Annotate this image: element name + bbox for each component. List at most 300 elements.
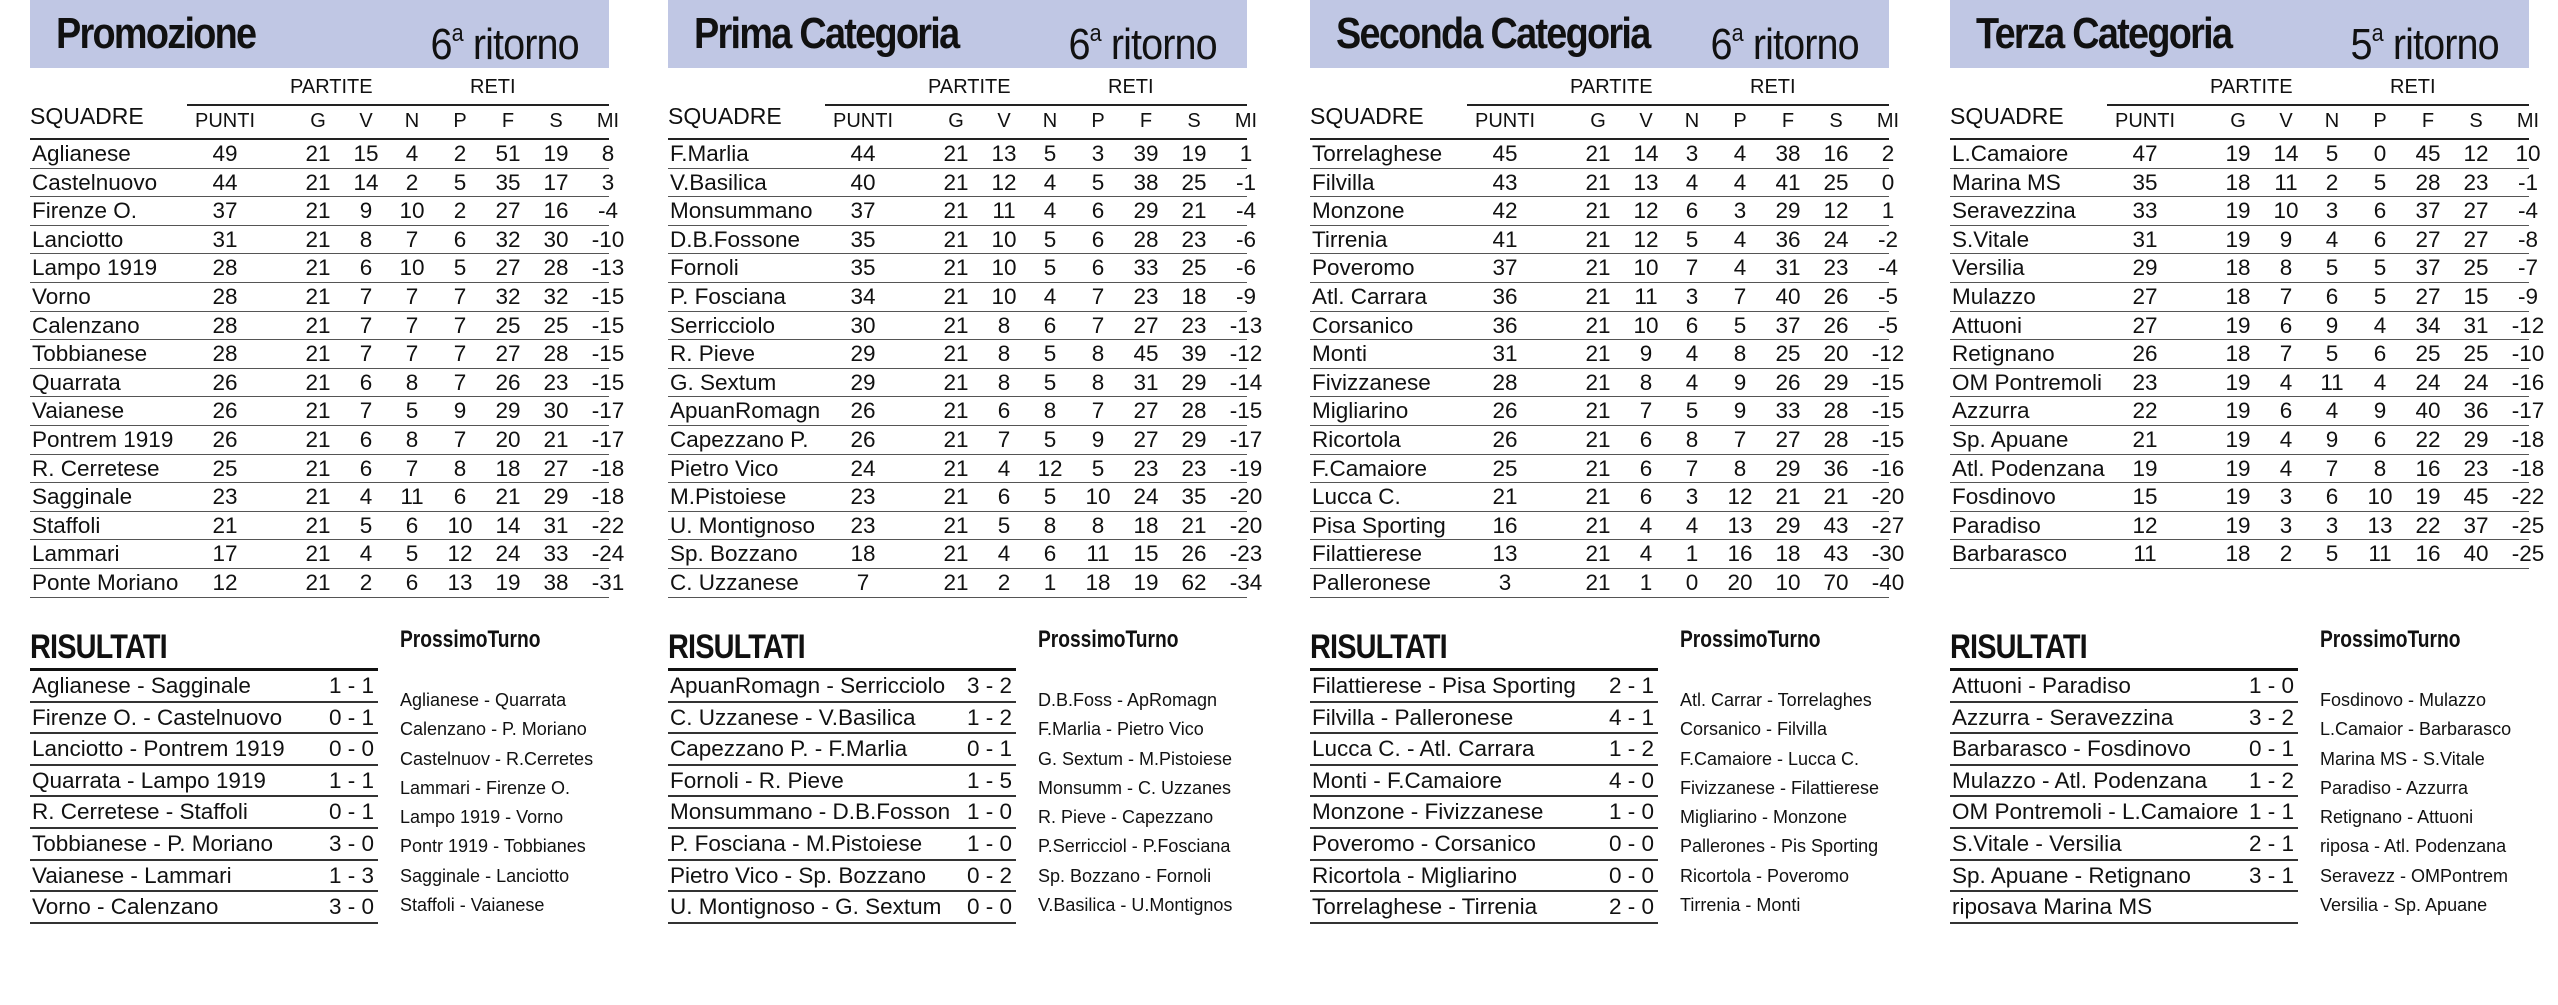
match-teams: Monti - F.Camaiore [1312,767,1503,793]
match-teams: Firenze O. - Castelnuovo [32,704,283,730]
stat-punti: 15 [2132,484,2158,510]
stat-f: 33 [1775,398,1801,424]
stat-f: 27 [1133,312,1159,338]
stat-v: 2 [2279,541,2293,567]
squadre-label: SQUADRE [30,103,144,129]
stat-s: 31 [2463,312,2489,338]
stat-n: 4 [1685,512,1699,538]
stat-f: 18 [1133,512,1159,538]
stat-p: 10 [2367,484,2393,510]
stat-g: 21 [305,198,331,224]
table-row [1950,340,2545,369]
match-teams: R. Cerretese - Staffoli [32,799,248,825]
stat-s: 25 [2463,255,2489,281]
stat-p: 6 [1091,255,1105,281]
stat-n: 12 [1037,455,1063,481]
team-name: Palleronese [1312,569,1431,595]
stat-p: 8 [1733,341,1747,367]
stat-punti: 11 [2133,541,2157,567]
column-header-n: N [1042,110,1058,132]
result-row [668,734,1016,766]
stat-p: 5 [453,255,467,281]
stat-v: 7 [2279,341,2293,367]
result-row [1950,797,2298,829]
team-name: Azzurra [1952,398,2030,424]
stat-n: 3 [2325,198,2339,224]
stat-s: 19 [543,141,569,166]
stat-s: 43 [1823,541,1849,567]
stat-punti: 28 [212,312,238,338]
stat-p: 7 [453,369,467,395]
table-row [668,197,1256,226]
table-row [668,426,1263,455]
fixture-item: Staffoli - Vaianese [400,895,545,916]
result-row [1310,892,1658,924]
stat-p: 5 [453,169,467,195]
table-row [30,540,625,569]
result-row [668,829,1016,861]
round-ordinal: a [1731,20,1743,47]
stat-n: 8 [1685,426,1699,452]
league-header [1310,0,1889,68]
stat-v: 9 [2279,226,2293,252]
match-score: 1 - 2 [966,704,1012,730]
table-row [1310,283,1898,312]
stat-f: 20 [495,426,521,452]
stat-v: 12 [991,169,1017,195]
match-score: 0 - 0 [1608,862,1654,888]
stat-mi: -15 [591,369,625,395]
stat-g: 21 [943,569,969,595]
stat-s: 26 [1823,312,1849,338]
match-score: 0 - 1 [328,799,374,825]
table-row [1310,397,1905,426]
result-row [30,703,378,735]
stat-n: 9 [2325,312,2339,338]
team-name: Monsummano [670,198,813,224]
stat-punti: 37 [212,198,238,224]
column-header-g: G [2230,110,2246,132]
stat-n: 2 [405,169,419,195]
stat-n: 5 [2325,141,2339,166]
stat-v: 1 [1639,569,1653,595]
stat-p: 3 [1733,198,1747,224]
stat-s: 31 [543,512,569,538]
stat-s: 28 [543,255,569,281]
stat-n: 7 [2325,455,2339,481]
table-row [668,340,1263,369]
table-row [1310,540,1905,569]
stat-n: 7 [405,312,419,338]
fixture-item: P.Serricciol - P.Fosciana [1038,836,1231,857]
match-teams: Fornoli - R. Pieve [670,767,844,793]
stat-n: 7 [405,341,419,367]
team-name: Lampo 1919 [32,255,158,281]
stat-p: 4 [1733,169,1747,195]
stat-v: 4 [359,541,373,567]
stat-mi: -25 [2511,541,2545,567]
stat-punti: 7 [856,569,870,595]
team-name: P. Fosciana [670,283,786,309]
fixture-item: Castelnuov - R.Cerretes [400,748,594,769]
table-row [1310,312,1898,341]
stat-n: 4 [1043,169,1057,195]
match-score: 2 - 1 [1608,673,1654,698]
table-row [30,512,625,541]
result-row [30,734,378,766]
stat-v: 3 [2279,484,2293,510]
round-space [1101,20,1111,69]
match-teams: ApuanRomagn - Serricciolo [670,673,946,698]
stat-punti: 23 [850,512,876,538]
squadre-label: SQUADRE [668,103,782,129]
result-row [30,766,378,798]
stat-v: 6 [359,455,373,481]
stat-mi: -13 [591,255,625,281]
stat-g: 21 [1585,341,1611,367]
table-row [1310,569,1905,598]
stat-g: 21 [305,226,331,252]
table-row [1310,512,1905,541]
next-round-list [1038,686,1232,920]
stat-v: 6 [2279,398,2293,424]
stat-g: 21 [943,455,969,481]
stat-p: 5 [2373,169,2387,195]
stat-punti: 21 [212,512,238,538]
team-name: Retignano [1952,341,2055,367]
stat-p: 2 [453,198,467,224]
result-row [668,861,1016,893]
stat-g: 21 [305,569,331,595]
stat-v: 10 [991,283,1017,309]
stat-mi: -15 [1871,369,1905,395]
stat-v: 10 [1633,255,1659,281]
stat-f: 15 [1133,541,1159,567]
team-name: Versilia [1952,255,2025,281]
stat-n: 3 [1685,484,1699,510]
stat-mi: -8 [2517,226,2538,252]
team-name: Pontrem 1919 [32,426,174,452]
stat-g: 21 [305,512,331,538]
round-space [2383,20,2393,69]
result-row [30,892,378,924]
stat-s: 23 [1823,255,1849,281]
stat-f: 26 [495,369,521,395]
stat-p: 6 [2373,341,2387,367]
stat-f: 27 [495,198,521,224]
team-name: Fornoli [670,255,739,281]
table-row [668,312,1263,341]
stat-punti: 26 [850,398,876,424]
stat-f: 27 [495,341,521,367]
stat-n: 4 [2325,398,2339,424]
table-row [30,426,625,455]
stat-punti: 24 [850,455,876,481]
column-header-mi: MI [1876,110,1900,132]
stat-mi: -15 [1871,426,1905,452]
stat-f: 39 [1133,141,1159,166]
stat-v: 9 [1639,341,1653,367]
stat-p: 16 [1727,541,1753,567]
team-name: Attuoni [1952,312,2023,338]
stat-f: 27 [495,255,521,281]
stat-n: 5 [2325,541,2339,567]
stat-p: 6 [2373,226,2387,252]
table-row [30,254,625,283]
fixture-item: Atl. Carrar - Torrelaghes [1680,690,1872,710]
match-score: 0 - 1 [2248,736,2294,762]
stat-s: 21 [543,426,569,452]
round-label [431,4,579,75]
stat-v: 12 [1633,226,1659,252]
stat-mi: -23 [1229,541,1263,567]
stat-f: 25 [1775,341,1801,367]
stat-v: 8 [997,312,1011,338]
stat-s: 24 [2463,369,2489,395]
stat-mi: -25 [2511,512,2545,538]
round-word: ritorno [473,20,579,69]
stat-p: 9 [453,398,467,424]
stat-s: 25 [543,312,569,338]
stat-g: 21 [1585,198,1611,224]
stat-s: 32 [543,283,569,309]
stat-g: 19 [2225,426,2251,452]
round-label [1069,4,1217,75]
stat-n: 8 [1043,398,1057,424]
match-teams: Lanciotto - Pontrem 1919 [32,736,285,762]
stat-f: 27 [2415,283,2441,309]
stat-p: 6 [453,484,467,510]
stat-n: 4 [1043,198,1057,224]
stat-s: 27 [543,455,569,481]
stat-p: 8 [1091,369,1105,395]
stat-g: 21 [943,484,969,510]
stat-f: 31 [1133,369,1159,395]
stat-g: 21 [305,283,331,309]
match-teams: Monsummano - D.B.Fosson [670,799,951,825]
stat-n: 5 [1043,341,1057,367]
table-row [1950,397,2545,426]
partite-group-label: PARTITE [1570,76,1653,98]
stat-mi: -2 [1877,226,1898,252]
fixture-item: R. Pieve - Capezzano [1038,807,1214,828]
match-teams: OM Pontremoli - L.Camaiore [1952,799,2239,825]
stat-g: 21 [943,426,969,452]
stat-mi: -18 [2511,426,2545,452]
team-name: OM Pontremoli [1952,369,2103,395]
stat-n: 0 [1685,569,1699,595]
standings-table [1950,138,2545,569]
stat-punti: 45 [1492,141,1518,166]
stat-v: 14 [353,169,379,195]
stat-g: 19 [2225,455,2251,481]
stat-punti: 30 [850,312,876,338]
stat-mi: -17 [1229,426,1263,452]
stat-g: 21 [943,141,969,166]
stat-p: 6 [453,226,467,252]
table-row [30,140,615,169]
column-header-f: F [1139,110,1153,132]
stat-mi: 8 [601,141,615,166]
stat-mi: -34 [1229,569,1263,595]
stat-g: 21 [943,169,969,195]
stat-g: 21 [943,255,969,281]
stat-punti: 25 [212,455,238,481]
stat-v: 8 [997,369,1011,395]
stat-p: 9 [1733,369,1747,395]
stat-f: 37 [2415,255,2441,281]
table-row [1950,140,2541,169]
stat-p: 4 [2373,369,2387,395]
stat-s: 23 [2463,169,2489,195]
stat-f: 22 [2415,426,2441,452]
team-name: Sp. Bozzano [670,541,798,567]
stat-f: 37 [2415,198,2441,224]
stat-v: 7 [2279,283,2293,309]
stat-v: 6 [1639,426,1653,452]
stat-n: 4 [1685,169,1699,195]
fixture-item: Monsumm - C. Uzzanes [1038,777,1232,798]
column-header-f: F [2421,110,2435,132]
results-list [1950,668,2298,924]
stat-p: 4 [1733,226,1747,252]
team-name: Atl. Podenzana [1952,455,2105,481]
table-row [668,369,1263,398]
stat-v: 5 [359,512,373,538]
stat-mi: -20 [1229,484,1263,510]
stat-punti: 26 [212,426,238,452]
fixture-item: Corsanico - Filvilla [1680,719,1828,740]
stat-p: 0 [2373,141,2387,166]
table-row [1950,197,2538,226]
group-divider [825,104,1247,106]
stat-punti: 36 [1492,283,1518,309]
stat-n: 5 [1685,226,1699,252]
team-name: Barbarasco [1952,541,2068,567]
stat-mi: -24 [591,541,625,567]
team-name: Monti [1312,341,1368,367]
stat-v: 10 [991,226,1017,252]
stat-n: 5 [1043,484,1057,510]
league-title: Promozione [56,9,256,58]
stat-n: 7 [1685,455,1699,481]
fixture-item: Marina MS - S.Vitale [2320,748,2485,769]
stat-mi: -18 [591,484,625,510]
stat-p: 7 [1091,283,1105,309]
stat-v: 8 [997,341,1011,367]
stat-p: 5 [1733,312,1747,338]
fixture-item: Sp. Bozzano - Fornoli [1038,865,1212,886]
results-list [30,668,378,924]
team-name: Paradiso [1952,512,2041,538]
stat-punti: 37 [850,198,876,224]
results-list [1310,668,1658,924]
stat-p: 11 [2368,541,2392,567]
team-name: F.Camaiore [1312,455,1428,481]
stat-v: 13 [991,141,1017,166]
league-panel [1950,0,2545,920]
stat-v: 4 [359,484,373,510]
table-row [1310,369,1905,398]
group-divider [1467,104,1889,106]
stat-n: 2 [2325,169,2339,195]
stat-v: 4 [997,455,1011,481]
league-title: Terza Categoria [1976,9,2232,58]
stat-n: 7 [405,455,419,481]
table-row [30,283,625,312]
stat-punti: 47 [2132,141,2158,166]
stat-n: 3 [1685,283,1699,309]
stat-p: 13 [447,569,473,595]
stat-v: 4 [1639,541,1653,567]
fixture-item: V.Basilica - U.Montignos [1038,895,1233,916]
stat-v: 6 [359,426,373,452]
stat-s: 33 [543,541,569,567]
stat-mi: 3 [601,169,615,195]
fixture-item: Pontr 1919 - Tobbianes [400,836,586,857]
round-space [463,20,473,69]
league-panel [1310,0,1905,920]
stat-v: 9 [359,198,373,224]
table-row [30,569,625,598]
result-row [1310,829,1658,861]
stat-mi: -15 [1871,398,1905,424]
stat-mi: -20 [1871,484,1905,510]
table-row [668,226,1256,255]
risultati-heading: RISULTATI [30,628,167,666]
result-row [1310,671,1658,703]
stat-n: 6 [1685,198,1699,224]
stat-f: 29 [1775,512,1801,538]
stat-f: 27 [1775,426,1801,452]
stat-mi: -4 [1235,198,1256,224]
team-name: Vorno [32,283,91,309]
table-row [668,140,1253,169]
stat-p: 4 [1733,141,1747,166]
team-name: F.Marlia [670,141,749,166]
stat-g: 21 [943,541,969,567]
stat-mi: -1 [2517,169,2538,195]
stat-g: 19 [2225,484,2251,510]
prossimo-turno-heading: ProssimoTurno [1038,626,1179,653]
team-name: Aglianese [32,141,131,166]
stat-v: 7 [359,341,373,367]
stat-mi: -16 [1871,455,1905,481]
match-teams: Torrelaghese - Tirrenia [1312,894,1538,920]
match-score: 0 - 1 [328,704,374,730]
stat-g: 21 [943,341,969,367]
team-name: Capezzano P. [670,426,809,452]
stat-n: 5 [1043,426,1057,452]
stat-g: 19 [2225,312,2251,338]
match-score: 0 - 0 [328,736,374,762]
stat-n: 9 [2325,426,2339,452]
stat-s: 62 [1181,569,1207,595]
column-header-punti: PUNTI [2115,110,2175,132]
fixture-item: F.Camaiore - Lucca C. [1680,748,1860,769]
stat-g: 21 [943,312,969,338]
stat-punti: 33 [2132,198,2158,224]
prossimo-turno-heading: ProssimoTurno [2320,626,2461,653]
result-row [1950,861,2298,893]
stat-g: 21 [1585,569,1611,595]
stat-n: 3 [2325,512,2339,538]
column-header-g: G [948,110,964,132]
stat-s: 23 [543,369,569,395]
stat-mi: -15 [1229,398,1263,424]
team-name: ApuanRomagn [670,398,821,424]
stat-p: 6 [1091,198,1105,224]
